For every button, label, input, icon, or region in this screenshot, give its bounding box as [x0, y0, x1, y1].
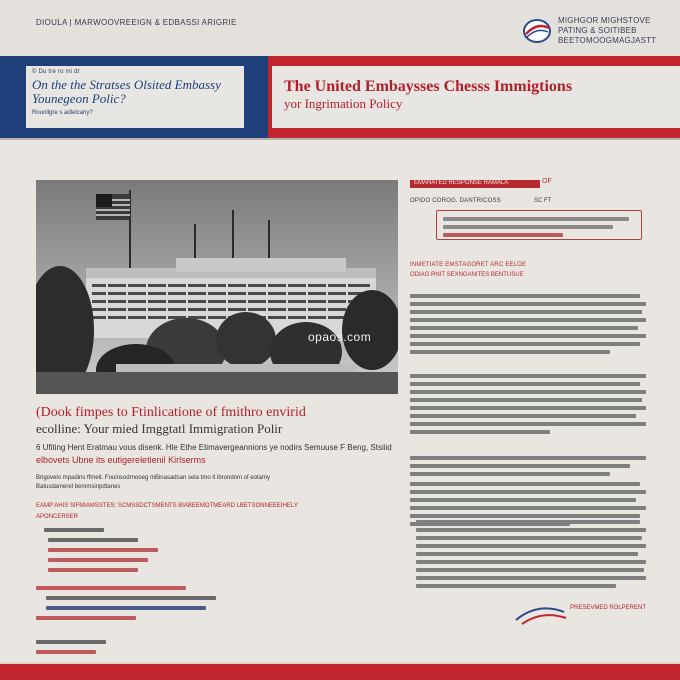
body-paragraph — [410, 294, 646, 358]
banner-left-box — [26, 66, 244, 128]
banner-divider — [0, 138, 680, 140]
banner-right-title: The United Embaysses Chesss Immigtions — [284, 78, 573, 95]
body-paragraph — [410, 456, 646, 480]
headline-2: ecolline: Your mied Imggtatl Immigration Polir — [36, 421, 283, 436]
memo-number: SC FT — [534, 198, 552, 204]
section-head-2: ODIAG RNIT SEXNGANITES BENTUSUE — [410, 272, 524, 278]
footnote-lines — [36, 586, 396, 626]
swoosh-logo-icon — [512, 598, 612, 628]
banner-left-kicker: © Du tre ro mi dt — [32, 69, 80, 75]
section-head-1: INMETIATE EMSTAGORET ARC EELOE — [410, 262, 527, 268]
body-paragraph — [416, 520, 646, 592]
embassy-photo — [36, 180, 398, 394]
top-strip — [0, 0, 680, 56]
banner-left-title: On the the Stratses Olsited Embassy Younegeon Polic? — [32, 77, 221, 106]
seal-icon — [522, 18, 552, 44]
banner-left-sub: Rounllgre s adlelcany? — [32, 110, 93, 116]
memo-box — [436, 210, 642, 240]
seal-caption: MIGHGOR MIGHSTOVE PATING & SOITIBEB BEETOMOOGMAGJASTT — [558, 16, 657, 45]
banner-right-sub: yor Ingrimation Policy — [284, 96, 403, 111]
bottom-logo-text: PRESEVMED ROLPERENT — [570, 605, 647, 611]
memo-line — [443, 233, 563, 237]
stamp-text: EMANATED RESPONSE RAMALA — [414, 180, 509, 186]
banner-right-box — [272, 66, 680, 128]
tiny-line-1: Brigovelo mpadins ffmeit. Fouinsodrnooeg mBinasadsan sela tmo lt ibrondom of eotamy — [36, 475, 271, 481]
embassy-building-image — [36, 180, 398, 394]
headline-1: (Dook fimpes to Ftinlicatione of fmithro envirid — [36, 405, 306, 420]
subline-2: elbovets Ubne its eutigereletienil Kirlserms — [36, 455, 206, 465]
memo-line — [443, 225, 613, 229]
left-lower-text — [36, 406, 396, 522]
photo-watermark: opaos.com — [308, 330, 372, 344]
subline-1: 6 Ufiting Hent Eratmau vous disenk. Hle Ethe Etimavergeannions ye nodirs Semuuse F Beng, Stsiiid — [36, 443, 392, 452]
stamp-tag: OF — [542, 178, 552, 185]
bullet-list — [36, 528, 396, 578]
memo-line — [443, 217, 629, 221]
bullet-head: APONCERSER — [36, 514, 79, 520]
title-banner — [0, 56, 680, 138]
caps-red-line: EAMP AHIS SIFMIAMSSTES: SCMSSDCTSMENTS BIABEEMOTMEARD LBETSONNEEEIHELY — [36, 503, 298, 509]
footer-red-bar — [0, 664, 680, 680]
top-strip-text: DIOULA | MARWOOVREEIGN & EDBASSI ARIGRIE — [36, 18, 237, 27]
body-paragraph — [410, 374, 646, 438]
tiny-line-2: Batusdamerel bemmsinpdtanes — [36, 484, 121, 490]
footer-notes — [36, 640, 396, 660]
memo-label: OPIDO COROG. DANTRICOSS — [410, 198, 501, 204]
